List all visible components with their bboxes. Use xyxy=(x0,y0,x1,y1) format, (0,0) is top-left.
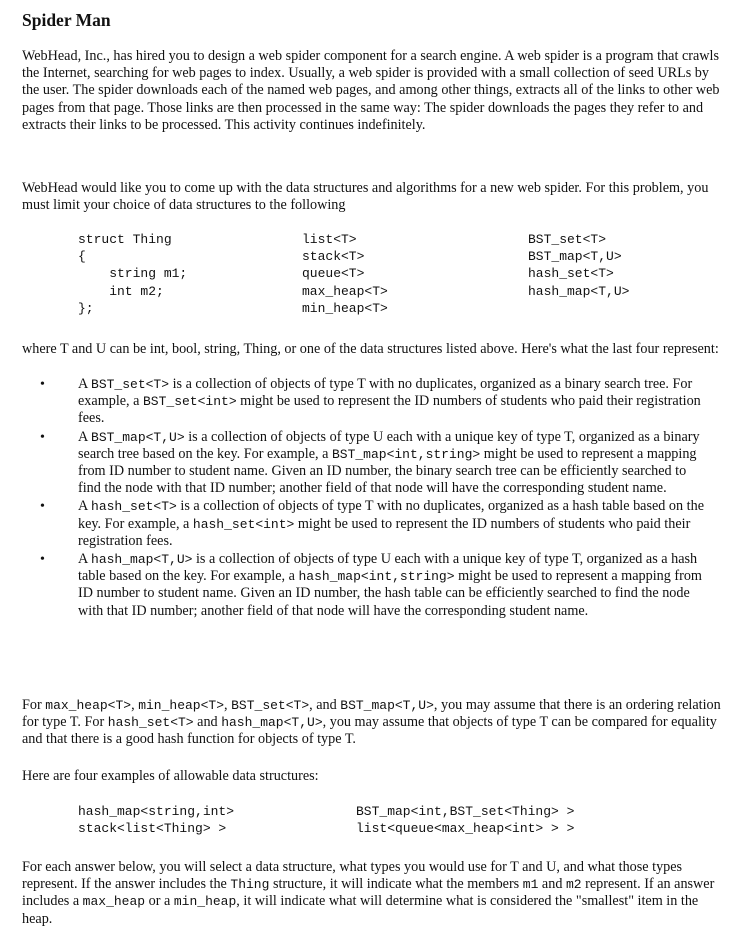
bullet-icon: • xyxy=(40,499,45,515)
container-list-code: list<T> stack<T> queue<T> max_heap<T> min_heap<T> xyxy=(302,232,388,316)
bullet-icon: • xyxy=(40,377,45,392)
answer-instructions-paragraph: For each answer below, you will select a data structure, what types you would use for T and U, and what those types represent. If the answer includes the Thing structure, it will indicate what the members m1 and m2 represent. If an answer includes a max_heap or a min_heap, it will indicate what will determine what is considered the "smallest" item in the heap. xyxy=(22,859,715,927)
bullet-icon: • xyxy=(40,429,45,445)
list-item: • A BST_map<T,U> is a collection of objects of type U each with a unique key of type T, organized as a binary search tree based on the key. For example, a BST_map<int,string> might be used to represent a mapping from ID number to student name. Given an ID number, the binary search tree can be efficiently searched to find the node with that ID number; another field of that node will have the corresponding student name. xyxy=(40,428,700,497)
list-item: • A hash_set<T> is a collection of objects of type T with no duplicates, organized as a hash table based on the key. For example, a hash_set<int> might be used to represent the ID numbers of students who paid their registration fees. xyxy=(40,498,705,549)
map-set-list-code: BST_set<T> BST_map<T,U> hash_set<T> hash_map<T,U> xyxy=(528,232,630,299)
example-code-left: hash_map<string,int> stack<list<Thing> > xyxy=(78,804,235,837)
page-title: Spider Man xyxy=(22,10,111,30)
thing-struct-code: struct Thing { string m1; int m2; }; xyxy=(78,232,188,316)
types-paragraph: where T and U can be int, bool, string, Thing, or one of the data structures listed above. Here's what the last four represent: xyxy=(22,341,719,357)
task-paragraph: WebHead would like you to come up with the data structures and algorithms for a new web spider. For this problem, you must limit your choice of data structures to the following xyxy=(22,180,709,214)
ordering-paragraph: For max_heap<T>, min_heap<T>, BST_set<T>, and BST_map<T,U>, you may assume that there is an ordering relation for type T. For hash_set<T> and hash_map<T,U>, you may assume that objects of type T can be compared for equality and that there is a good hash function for objects of type T. xyxy=(22,697,721,748)
intro-paragraph: WebHead, Inc., has hired you to design a web spider component for a search engine. A web spider is a program that crawls the Internet, searching for web pages to index. Usually, a web spider is provided with a small collection of seed URLs by the user. The spider downloads each of the named web pages, and among other things, extracts all of the links to other web pages from that page. Those links are then processed in the same way: The spider downloads the pages they refer to and extracts their links to be processed. This activity continues indefinitely. xyxy=(22,48,720,133)
example-code-right: BST_map<int,BST_set<Thing> > list<queue<max_heap<int> > > xyxy=(356,804,575,837)
structure-definitions-list xyxy=(22,376,712,621)
list-item: • A BST_set<T> is a collection of objects of type T with no duplicates, organized as a binary search tree. For example, a BST_set<int> might be used to represent the ID numbers of students who paid their registration fees. xyxy=(40,376,701,427)
examples-code xyxy=(0,803,740,839)
list-item: • A hash_map<T,U> is a collection of objects of type U each with a unique key of type T, organized as a hash table based on the key. For example, a hash_map<int,string> might be used to represent a mapping from ID number to student name. Given an ID number, the hash table can be efficiently searched to find the node with that ID number; another field of that node will have the corresponding student name. xyxy=(40,551,702,619)
allowed-structures-code xyxy=(0,231,740,321)
examples-heading: Here are four examples of allowable data structures: xyxy=(22,768,319,784)
bullet-icon: • xyxy=(40,552,45,568)
